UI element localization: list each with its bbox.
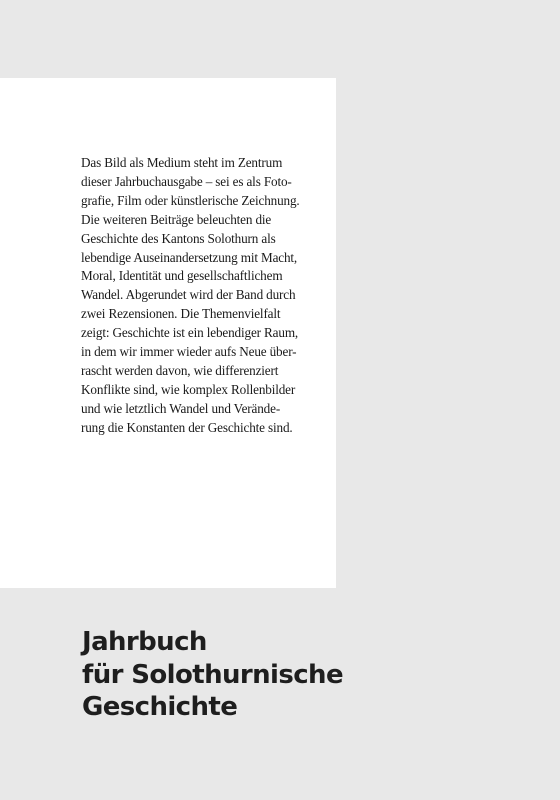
blurb-line: lebendige Auseinandersetzung mit Macht,	[81, 249, 298, 265]
blurb-line: in dem wir immer wieder aufs Neue über-	[81, 344, 297, 360]
blurb-line: zeigt: Geschichte ist ein lebendiger Raum,	[81, 325, 299, 341]
blurb-text	[81, 154, 331, 438]
blurb-line: Wandel. Abgerundet wird der Band durch	[81, 287, 296, 303]
blurb-line: zwei Rezensionen. Die Themenvielfalt	[81, 306, 281, 322]
book-title-line: Geschichte	[82, 692, 238, 722]
blurb-line: Geschichte des Kantons Solothurn als	[81, 230, 276, 246]
blurb-line: rascht werden davon, wie differenziert	[81, 362, 279, 378]
blurb-line: Moral, Identität und gesellschaftlichem	[81, 268, 283, 284]
book-title-line: Jahrbuch	[82, 627, 207, 657]
book-title-line: für Solothurnische	[82, 659, 343, 690]
book-title	[82, 626, 343, 724]
blurb-line: Die weiteren Beiträge beleuchten die	[81, 211, 272, 227]
blurb-line: grafie, Film oder künstlerische Zeichnung.	[81, 192, 300, 208]
blurb-line: dieser Jahrbuchausgabe – sei es als Foto-	[81, 173, 292, 189]
blurb-line: rung die Konstanten der Geschichte sind.	[81, 419, 293, 435]
blurb-line: und wie letztlich Wandel und Verände-	[81, 400, 281, 416]
blurb-line: Das Bild als Medium steht im Zentrum	[81, 155, 283, 170]
blurb-line: Konflikte sind, wie komplex Rollenbilder	[81, 381, 296, 397]
